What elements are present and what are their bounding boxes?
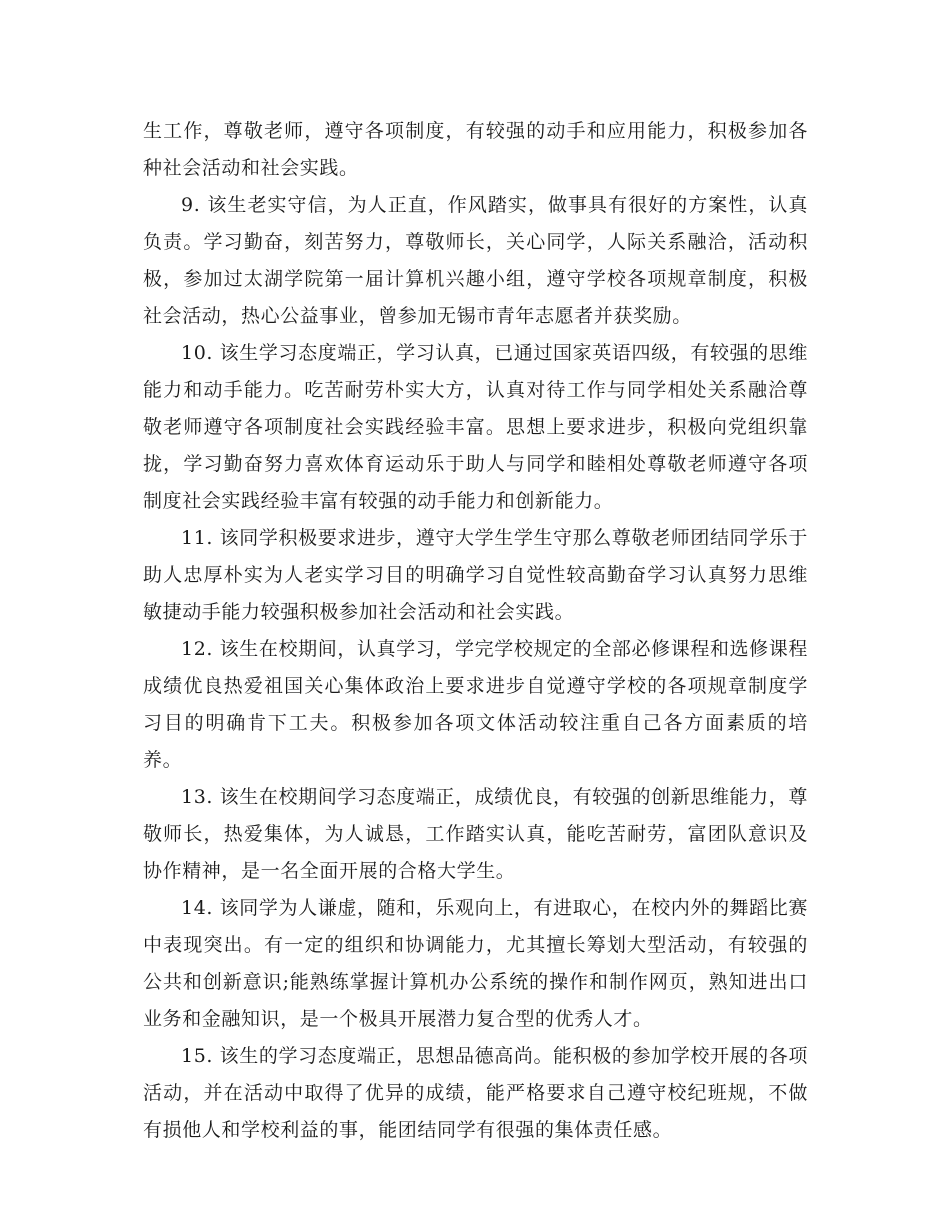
paragraph-item-10: 10. 该生学习态度端正，学习认真，已通过国家英语四级，有较强的思维能力和动手能力。吃苦耐劳朴实大方，认真对待工作与同学相处关系融洽尊敬老师遵守各项制度社会实践经验丰富。思想上要求进步，积极向党组织靠拢，学习勤奋努力喜欢体育运动乐于助人与同学和睦相处尊敬老师遵守各项制度社会实践经验丰富有较强的动手能力和创新能力。 — [143, 342, 808, 512]
paragraph-continuation: 生工作，尊敬老师，遵守各项制度，有较强的动手和应用能力，积极参加各种社会活动和社会实践。 — [143, 120, 808, 179]
paragraph-item-12: 12. 该生在校期间，认真学习，学完学校规定的全部必修课程和选修课程成绩优良热爱祖国关心集体政治上要求进步自觉遵守学校的各项规章制度学习目的明确肯下工夫。积极参加各项文体活动较注重自己各方面素质的培养。 — [143, 638, 808, 771]
paragraph-item-14: 14. 该同学为人谦虚，随和，乐观向上，有进取心，在校内外的舞蹈比赛中表现突出。有一定的组织和协调能力，尤其擅长筹划大型活动，有较强的公共和创新意识;能熟练掌握计算机办公系统的操作和制作网页，熟知进出口业务和金融知识，是一个极具开展潜力复合型的优秀人才。 — [143, 897, 808, 1030]
paragraph-item-11: 11. 该同学积极要求进步，遵守大学生学生守那么尊敬老师团结同学乐于助人忠厚朴实为人老实学习目的明确学习自觉性较高勤奋学习认真努力思维敏捷动手能力较强积极参加社会活动和社会实践。 — [143, 527, 808, 623]
paragraph-item-15: 15. 该生的学习态度端正，思想品德高尚。能积极的参加学校开展的各项活动，并在活动中取得了优异的成绩，能严格要求自己遵守校纪班规，不做有损他人和学校利益的事，能团结同学有很强的集体责任感。 — [143, 1045, 808, 1141]
document-body — [143, 113, 808, 1149]
paragraph-item-13: 13. 该生在校期间学习态度端正，成绩优良，有较强的创新思维能力，尊敬师长，热爱集体，为人诚恳，工作踏实认真，能吃苦耐劳，富团队意识及协作精神，是一名全面开展的合格大学生。 — [143, 786, 808, 882]
paragraph-item-9: 9. 该生老实守信，为人正直，作风踏实，做事具有很好的方案性，认真负责。学习勤奋，刻苦努力，尊敬师长，关心同学，人际关系融洽，活动积极，参加过太湖学院第一届计算机兴趣小组，遵守学校各项规章制度，积极社会活动，热心公益事业，曾参加无锡市青年志愿者并获奖励。 — [143, 194, 808, 327]
